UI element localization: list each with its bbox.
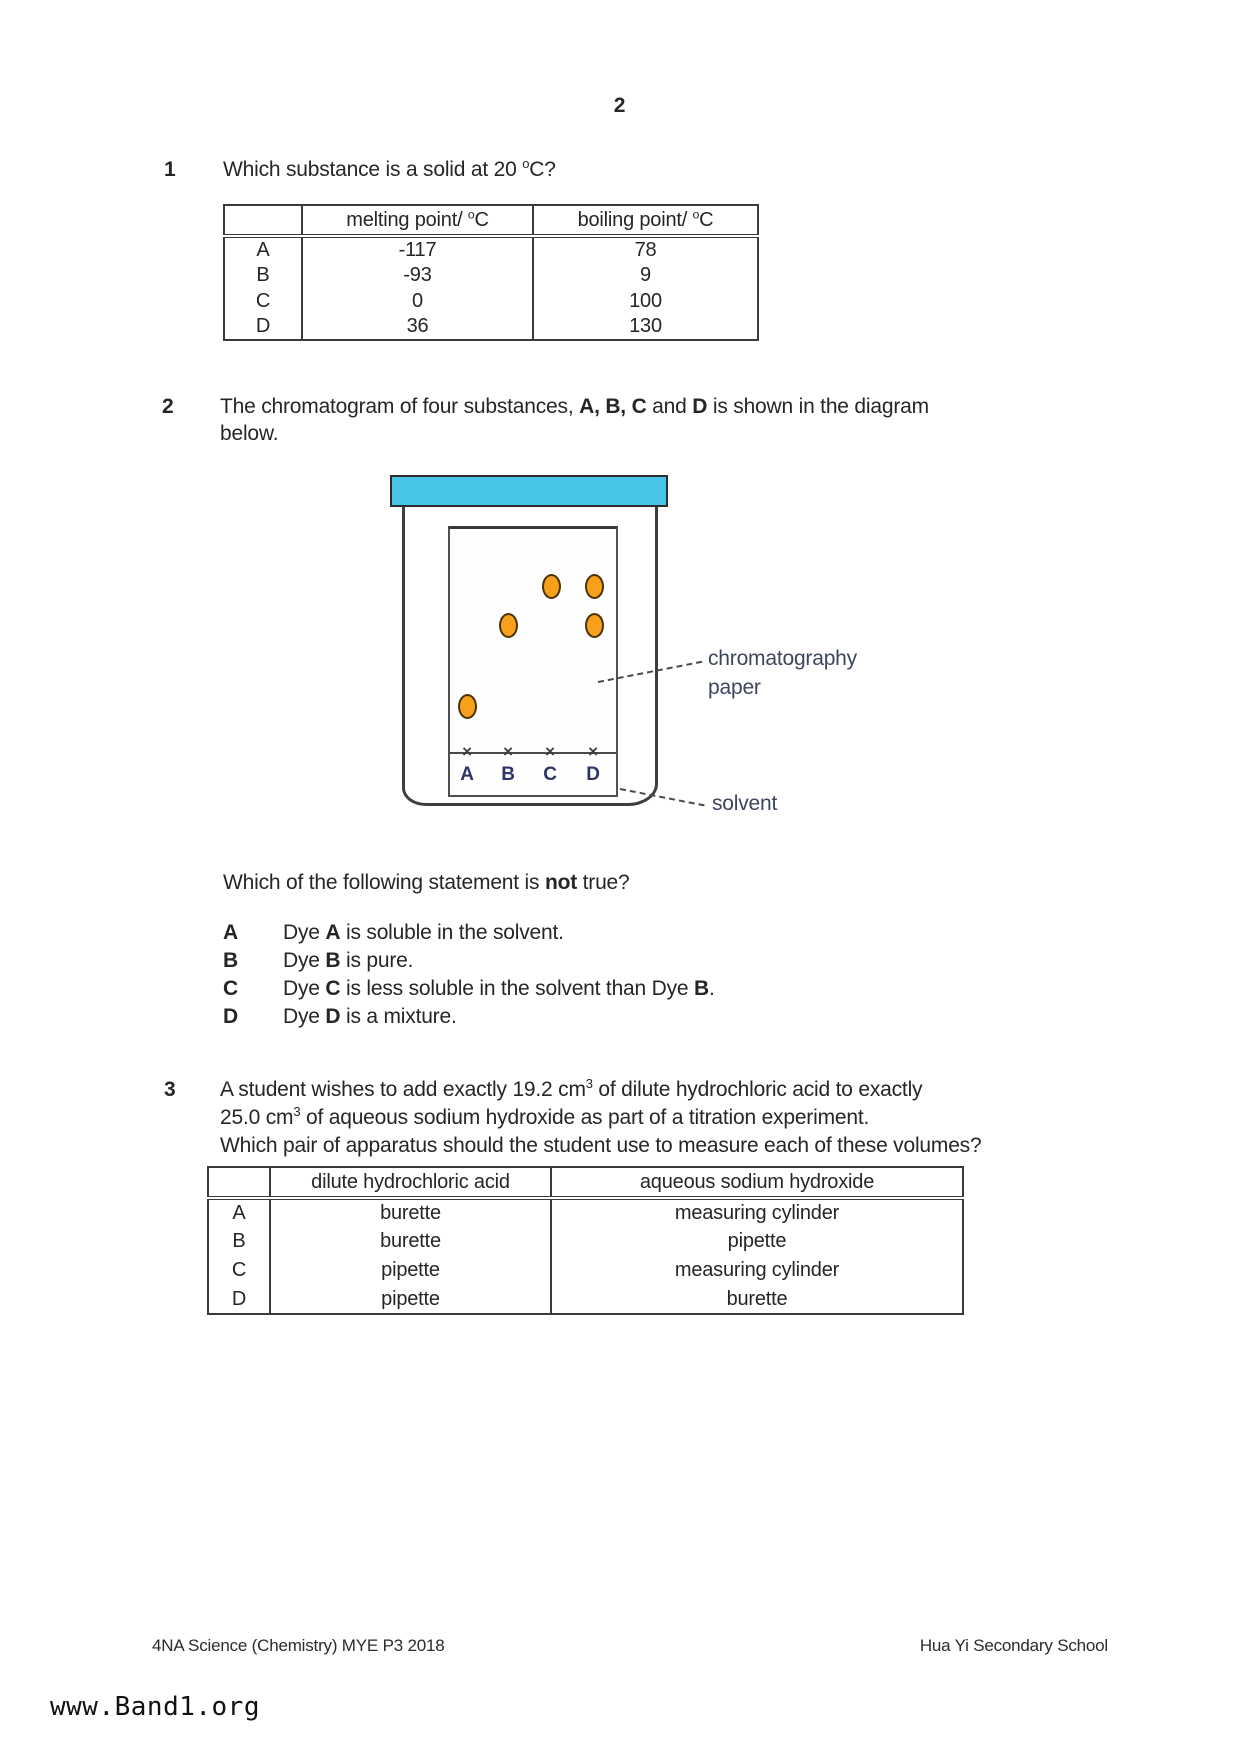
lane-label-a: A [460,764,474,785]
acid-apparatus: pipette [270,1285,551,1314]
dye-spot-d2 [585,613,604,638]
table-row [224,314,758,340]
base-apparatus: measuring cylinder [551,1198,963,1227]
table-header-base: aqueous sodium hydroxide [551,1167,963,1198]
table-row [224,236,758,262]
question-3-line2: 25.0 $cm^3$ of aqueous sodium hydroxide as part of a titration experiment. [220,1104,870,1129]
acid-apparatus: burette [270,1198,551,1227]
origin-cross: × [588,742,598,762]
table-row [208,1198,963,1227]
table-header-melting: melting point/ $^o$C [302,205,533,236]
origin-cross: × [462,742,472,762]
question-1-table [223,204,759,341]
footer-school-name: Hua Yi Secondary School [919,1636,1108,1655]
lane-label-b: B [501,764,515,785]
solvent-label: solvent [712,792,778,815]
option-letter: C [255,289,271,312]
paper-label-line1: chromatography [708,647,857,670]
dye-spot-a [458,694,477,719]
table-row [208,1285,963,1314]
table-row [208,1227,963,1256]
melting-value: -93 [302,262,533,288]
footer-paper-title: 4NA Science (Chemistry) MYE P3 2018 [152,1636,445,1655]
boiling-value: 9 [533,262,758,288]
table-row [224,262,758,288]
option-letter: D [231,1287,247,1310]
option-2a-text: Dye A is soluble in the solvent. [283,921,564,944]
table-header-row [208,1167,963,1198]
question-3-line1: A student wishes to add exactly 19.2 $cm^3$ of dilute hydrochloric acid to exactly [220,1076,923,1101]
question-1-number: 1 [164,158,176,181]
option-2c-letter: C [223,977,238,1000]
dye-spot-d1 [585,574,604,599]
question-3-number: 3 [164,1078,176,1101]
table-header-row [224,205,758,236]
option-2c-text: Dye C is less soluble in the solvent than Dye B. [283,977,715,1000]
paper-label [708,644,857,702]
watermark-url: www.Band1.org [50,1692,260,1722]
question-2-text-line1: The chromatogram of four substances, A, B, C and D is shown in the diagram [220,395,929,418]
option-letter: B [232,1230,246,1252]
dye-spot-c1 [542,574,561,599]
option-2b-letter: B [223,949,238,972]
lane-label-d: D [586,764,600,785]
page-number: 2 [613,94,626,117]
option-letter: A [232,1202,246,1224]
melting-value: 36 [302,314,533,340]
boiling-value: 78 [533,236,758,262]
paper-label-line2: paper [708,676,761,699]
base-apparatus: pipette [551,1227,963,1256]
option-2a-letter: A [223,921,238,944]
option-2d-text: Dye D is a mixture. [283,1005,457,1028]
origin-cross: × [545,742,555,762]
lane-label-c: C [543,764,557,785]
table-row [208,1256,963,1285]
table-row [224,288,758,314]
question-1-text: Which substance is a solid at 20 $^o$C? [223,156,556,181]
question-2-text-line2: below. [220,422,279,445]
dye-spot-b [499,613,518,638]
option-letter: B [256,263,270,286]
table-header-boiling: boiling point/ $^o$C [533,205,758,236]
option-2d-letter: D [223,1005,238,1028]
melting-value: -117 [302,236,533,262]
option-2b-text: Dye B is pure. [283,949,414,972]
table-header-empty [224,205,302,236]
option-letter: D [255,315,271,337]
question-3-table [207,1166,964,1315]
table-header-acid: dilute hydrochloric acid [270,1167,551,1198]
table-header-empty [208,1167,270,1198]
acid-apparatus: burette [270,1227,551,1256]
option-letter: C [231,1259,247,1281]
boiling-value: 130 [533,314,758,340]
origin-cross: × [503,742,513,762]
beaker-lid [390,475,668,507]
melting-value: 0 [302,288,533,314]
base-apparatus: measuring cylinder [551,1256,963,1285]
base-apparatus: burette [551,1285,963,1314]
question-2-number: 2 [162,395,174,418]
option-letter: A [256,238,270,261]
question-3-line3: Which pair of apparatus should the student use to measure each of these volumes? [220,1134,982,1157]
question-2-stem: Which of the following statement is not true? [223,871,630,894]
boiling-value: 100 [533,288,758,314]
acid-apparatus: pipette [270,1256,551,1285]
